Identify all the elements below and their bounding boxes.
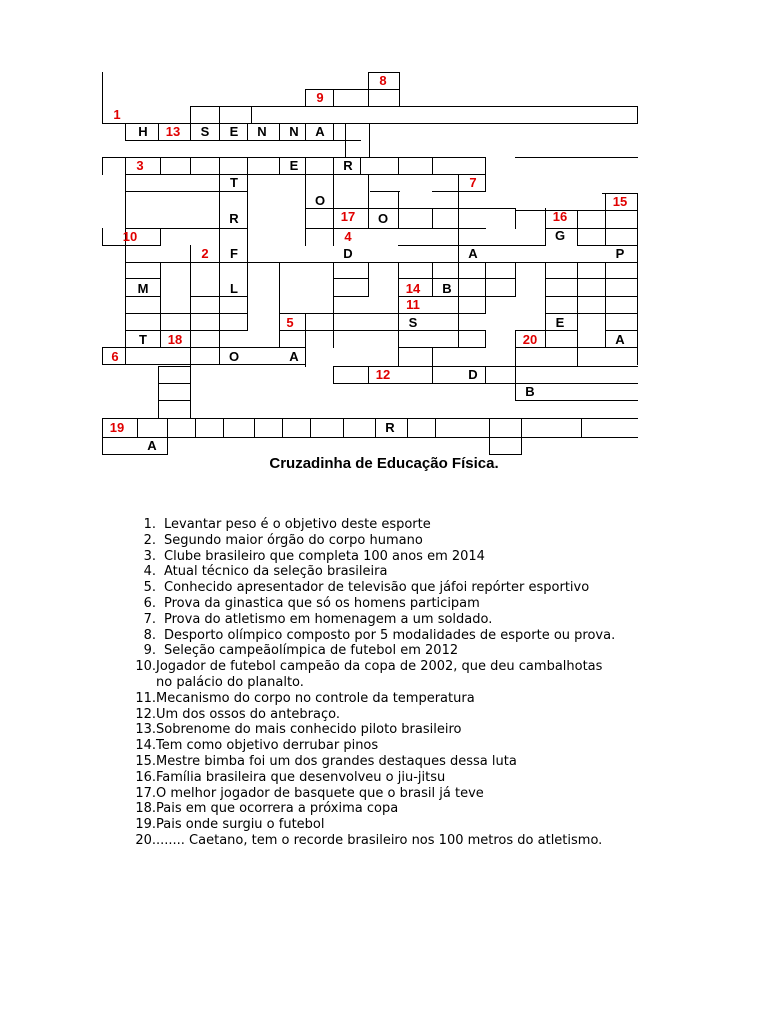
grid-line xyxy=(577,313,578,348)
grid-line xyxy=(545,296,638,297)
grid-line xyxy=(435,418,436,438)
cell-letter: A xyxy=(315,124,325,139)
grid-line xyxy=(125,123,126,141)
clue-text: Mecanismo do corpo no controle da temperatura xyxy=(156,690,475,706)
cell-letter: M xyxy=(137,281,149,296)
clue-number: 12. xyxy=(135,706,156,722)
cell-letter: A xyxy=(468,246,478,261)
clue-number-label: 6 xyxy=(111,349,119,364)
clue-text: Desporto olímpico composto por 5 modalidades de esporte ou prova. xyxy=(164,627,616,643)
clue-text: Segundo maior órgão do corpo humano xyxy=(164,532,423,548)
cell-letter: N xyxy=(257,124,267,139)
grid-line xyxy=(125,140,361,141)
grid-line xyxy=(333,366,334,384)
clue-item xyxy=(132,517,672,533)
grid-line xyxy=(398,191,399,229)
clue-number-label: 16 xyxy=(552,209,568,224)
clue-number: 6. xyxy=(143,595,156,611)
grid-line xyxy=(102,157,103,175)
clue-text: Mestre bimba foi um dos grandes destaques dessa luta xyxy=(156,753,517,769)
cell-letter: O xyxy=(228,349,240,364)
cell-letter: T xyxy=(230,175,238,190)
grid-line xyxy=(333,383,516,384)
grid-line xyxy=(432,347,433,367)
cell-letter: F xyxy=(230,246,238,261)
grid-line xyxy=(160,228,161,246)
cell-letter: R xyxy=(343,158,353,173)
grid-line xyxy=(158,400,191,401)
clue-item xyxy=(132,643,672,659)
clue-number: 4. xyxy=(143,564,156,580)
grid-line xyxy=(167,418,168,455)
grid-line xyxy=(485,262,486,314)
clue-item xyxy=(132,754,672,770)
clue-number-label: 12 xyxy=(375,367,391,382)
cell-letter: A xyxy=(289,349,299,364)
grid-line xyxy=(305,106,400,107)
cell-letter: T xyxy=(139,332,147,347)
grid-line xyxy=(160,157,161,175)
clue-number-label: 11 xyxy=(406,297,420,312)
grid-line xyxy=(223,418,224,438)
clue-item xyxy=(132,770,672,786)
clue-item xyxy=(132,833,672,849)
clue-text: Prova da ginastica que só os homens participam xyxy=(164,595,480,611)
grid-line xyxy=(545,313,638,314)
grid-line xyxy=(369,123,370,158)
clue-item xyxy=(132,596,672,612)
clue-text: Sobrenome do mais conhecido piloto brasileiro xyxy=(156,722,462,738)
grid-line xyxy=(485,208,516,209)
grid-line xyxy=(190,106,638,107)
grid-line xyxy=(158,366,159,419)
grid-line xyxy=(158,366,191,367)
cell-letter: O xyxy=(314,193,326,208)
clue-number: 1. xyxy=(143,517,156,532)
grid-line xyxy=(254,418,255,438)
clue-text: Jogador de futebol campeão da copa de 2002, que deu cambalhotas xyxy=(156,659,603,675)
clue-text: Clube brasileiro que completa 100 anos em 2014 xyxy=(164,548,485,564)
cell-letter: R xyxy=(229,211,239,226)
grid-line xyxy=(370,191,400,192)
clue-number: 10. xyxy=(135,659,156,675)
grid-line xyxy=(102,228,103,246)
cell-letter: P xyxy=(615,246,625,261)
grid-line xyxy=(279,262,280,348)
grid-line xyxy=(345,123,346,158)
grid-line xyxy=(305,313,306,348)
grid-line xyxy=(489,418,490,455)
clue-text: no palácio do planalto. xyxy=(156,674,304,690)
cell-letter: G xyxy=(554,228,566,243)
clue-number-label: 4 xyxy=(344,229,352,244)
cell-letter: S xyxy=(200,124,210,139)
clue-item xyxy=(132,691,672,707)
clue-number-label: 14 xyxy=(405,281,421,296)
clue-number: 13. xyxy=(135,722,156,738)
clue-item xyxy=(132,533,672,549)
clue-number-label: 8 xyxy=(379,73,387,88)
clue-number: 3. xyxy=(143,548,156,564)
clue-number: 14. xyxy=(135,738,156,754)
grid-line xyxy=(432,157,433,175)
grid-line xyxy=(432,208,433,229)
grid-line xyxy=(398,278,516,279)
grid-line xyxy=(102,364,306,365)
clue-number: 18. xyxy=(135,801,156,817)
clue-number-label: 18 xyxy=(167,332,183,347)
clue-number: 19. xyxy=(135,817,156,833)
cell-letter: E xyxy=(229,124,239,139)
clue-text: Levantar peso é o objetivo deste esporte xyxy=(164,517,431,532)
clue-item xyxy=(132,738,672,754)
clue-number xyxy=(132,675,156,691)
grid-line xyxy=(489,418,522,419)
clue-number: 11. xyxy=(135,690,156,706)
clue-item xyxy=(132,612,672,628)
clue-number-label: 9 xyxy=(316,90,324,105)
clue-text: Pais em que ocorrera a próxima copa xyxy=(156,801,399,817)
clue-text: Família brasileira que desenvolveu o jiu-jitsu xyxy=(156,769,446,785)
grid-line xyxy=(125,313,248,314)
grid-line xyxy=(605,330,638,331)
grid-line xyxy=(515,400,638,401)
clue-number: 7. xyxy=(143,611,156,627)
grid-line xyxy=(333,278,369,279)
cell-letter: B xyxy=(525,384,535,399)
grid-line xyxy=(190,364,191,419)
grid-line xyxy=(279,313,486,314)
clue-number: 15. xyxy=(135,753,156,769)
grid-line xyxy=(485,157,486,175)
grid-line xyxy=(333,296,369,297)
grid-line xyxy=(545,262,546,348)
grid-line xyxy=(190,157,191,175)
clue-number-label: 3 xyxy=(136,158,144,173)
grid-line xyxy=(333,262,334,348)
cell-letter: N xyxy=(289,124,299,139)
cell-letter: D xyxy=(343,246,353,261)
clue-number-label: 20 xyxy=(522,332,538,347)
grid-line xyxy=(195,418,196,438)
grid-line xyxy=(190,262,280,263)
grid-line xyxy=(368,262,369,297)
grid-line xyxy=(251,106,252,124)
clue-number-label: 10 xyxy=(122,229,138,244)
cell-letter: E xyxy=(289,158,299,173)
grid-line xyxy=(398,347,486,348)
cell-letter: D xyxy=(468,367,478,382)
grid-line xyxy=(407,418,408,438)
grid-line xyxy=(515,208,516,229)
grid-line xyxy=(190,106,191,124)
clue-item xyxy=(132,675,672,691)
clue-number: 16. xyxy=(135,769,156,785)
grid-line xyxy=(125,245,126,365)
clue-text: Prova do atletismo em homenagem a um soldado. xyxy=(164,611,493,627)
clue-item xyxy=(132,707,672,723)
cell-letter: B xyxy=(442,281,452,296)
clue-number: 20. xyxy=(135,832,156,848)
grid-line xyxy=(521,418,522,455)
crossword-grid xyxy=(0,0,768,470)
grid-line xyxy=(577,210,578,246)
grid-line xyxy=(432,366,433,384)
clue-text: Seleção campeãolímpica de futebol em 2012 xyxy=(164,643,459,659)
cell-letter: S xyxy=(408,315,418,330)
clue-number: 8. xyxy=(143,627,156,643)
grid-line xyxy=(279,330,486,331)
clue-item xyxy=(132,580,672,596)
clue-item xyxy=(132,722,672,738)
clue-text: Atual técnico da seleção brasileira xyxy=(164,564,388,580)
clue-number: 17. xyxy=(135,785,156,801)
grid-line xyxy=(343,418,344,438)
grid-line xyxy=(515,157,638,158)
clue-number-label: 17 xyxy=(340,209,356,224)
clue-number: 9. xyxy=(143,643,156,659)
grid-line xyxy=(581,418,582,438)
clue-number: 2. xyxy=(143,532,156,548)
cell-letter: A xyxy=(615,332,625,347)
cell-letter: O xyxy=(377,211,389,226)
clue-item xyxy=(132,801,672,817)
clue-text: O melhor jogador de basquete que o brasil já teve xyxy=(156,785,484,801)
clue-item xyxy=(132,659,672,675)
clue-text: Tem como objetivo derrubar pinos xyxy=(156,738,379,754)
clue-text: Conhecido apresentador de televisão que jáfoi repórter esportivo xyxy=(164,580,590,596)
grid-line xyxy=(637,193,638,365)
clue-item xyxy=(132,628,672,644)
grid-line xyxy=(515,262,516,297)
clue-text: Pais onde surgiu o futebol xyxy=(156,817,325,833)
grid-line xyxy=(545,278,638,279)
clue-text: ....... Caetano, tem o recorde brasileiro nos 100 metros do atletismo. xyxy=(156,832,603,848)
clue-item xyxy=(132,564,672,580)
grid-line xyxy=(102,418,638,419)
clue-text: Um dos ossos do antebraço. xyxy=(156,706,340,722)
clue-number-label: 5 xyxy=(286,315,294,330)
grid-line xyxy=(102,245,161,246)
clue-number-label: 15 xyxy=(612,194,628,209)
grid-line xyxy=(399,72,400,107)
cell-letter: R xyxy=(385,420,395,435)
grid-line xyxy=(125,330,248,331)
clue-item xyxy=(132,549,672,565)
cell-letter: H xyxy=(138,124,148,139)
grid-line xyxy=(125,191,248,192)
clue-number-label: 1 xyxy=(113,107,121,122)
grid-line xyxy=(102,437,638,438)
clue-list xyxy=(132,517,672,849)
grid-line xyxy=(485,330,486,348)
grid-line xyxy=(158,383,191,384)
clue-number-label: 13 xyxy=(165,124,181,139)
clue-item xyxy=(132,786,672,802)
grid-line xyxy=(125,278,161,279)
cell-letter: L xyxy=(230,281,238,296)
cell-letter: A xyxy=(147,438,157,453)
grid-line xyxy=(637,106,638,124)
cell-letter: E xyxy=(555,315,565,330)
grid-line xyxy=(432,191,486,192)
clue-number-label: 2 xyxy=(201,246,209,261)
clue-number-label: 19 xyxy=(109,420,125,435)
grid-line xyxy=(398,157,399,175)
grid-line xyxy=(219,106,220,124)
clue-number-label: 7 xyxy=(469,175,477,190)
grid-line xyxy=(310,418,311,438)
grid-line xyxy=(137,418,138,438)
grid-line xyxy=(282,418,283,438)
clue-number: 5. xyxy=(143,580,156,596)
page-title: Cruzadinha de Educação Física. xyxy=(269,455,499,472)
clue-item xyxy=(132,817,672,833)
grid-line xyxy=(370,157,486,158)
